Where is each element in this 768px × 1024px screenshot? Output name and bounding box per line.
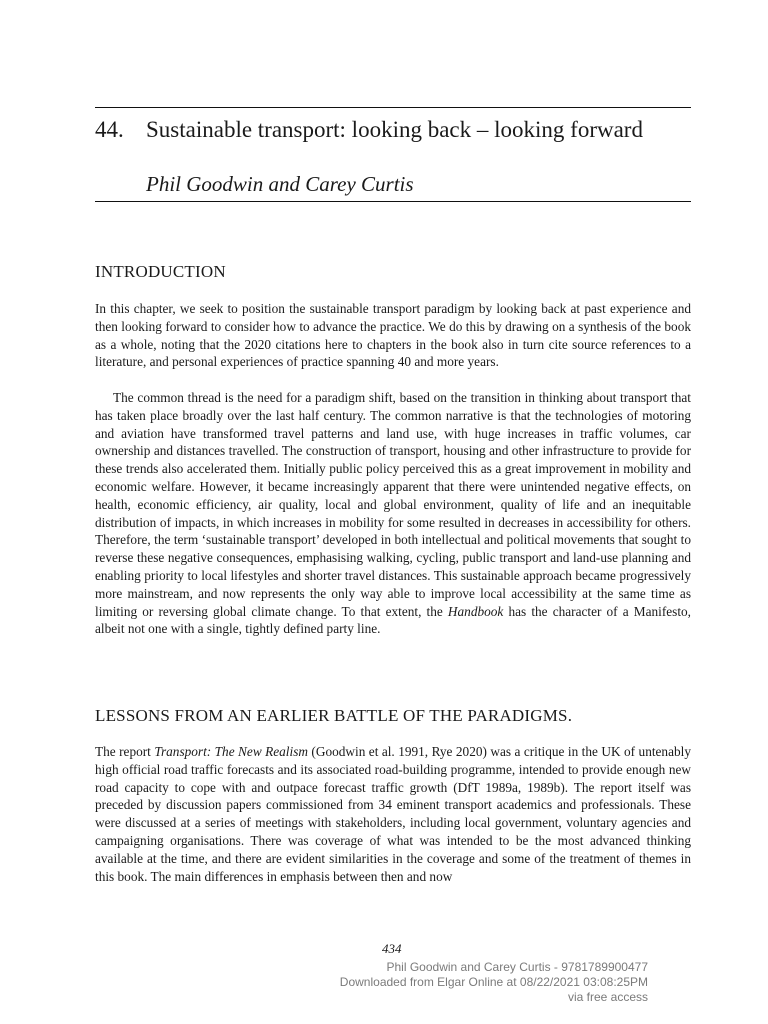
download-notice-access: via free access (567, 990, 648, 1004)
body-paragraph: The report Transport: The New Realism (Goodwin et al. 1991, Rye 2020) was a critique in the UK of untenably high official road traffic forecasts and its associated road-building programme, intended to provide enough new road capacity to cope with and outpace forecast traffic growth (DfT 1989a, 1989b). The report itself was preceded by discussion papers commissioned from 34 eminent transport academics and professionals. These were discussed at a series of meetings with stakeholders, including local government, voluntary agencies and campaigning organisations. There was coverage of what was intended to be the most advanced thinking available at the time, and there are evident similarities in the coverage and some of the treatment of themes in this book. The main differences in emphasis between then and now (95, 744, 691, 884)
chapter-authors: Phil Goodwin and Carey Curtis (146, 172, 414, 196)
section-heading-lessons: LESSONS FROM AN EARLIER BATTLE OF THE PARADIGMS. (95, 706, 573, 725)
emphasis-report-title: Transport: The New Realism (154, 744, 308, 759)
section-heading-introduction: INTRODUCTION (95, 262, 226, 281)
chapter-bottom-rule (95, 201, 691, 202)
emphasis-handbook: Handbook (447, 603, 504, 619)
download-notice-authors: Phil Goodwin and Carey Curtis - 9781789900477 (386, 960, 648, 974)
chapter-title: Sustainable transport: looking back – looking forward (146, 117, 643, 142)
download-notice-date: Downloaded from Elgar Online at 08/22/2021 03:08:25PM (339, 975, 648, 989)
page-number: 434 (382, 941, 402, 956)
body-paragraph: In this chapter, we seek to position the sustainable transport paradigm by looking back at past experience and then looking forward to consider how to advance the practice. We do this by drawing on a synthesis of the book as a whole, noting that the 2020 citations here to chapters in the book also in turn cite source references to a literature, and personal experiences of practice spanning 40 and more years. (95, 301, 691, 370)
chapter-number: 44. (95, 117, 124, 142)
body-paragraph: The common thread is the need for a paradigm shift, based on the transition in thinking about transport that has taken place broadly over the last half century. The common narrative is that the technologies of motoring and aviation have transformed travel patterns and land use, with huge increases in traffic volumes, car ownership and distances travelled. The construction of transport, housing and other infrastructure to provide for these trends also accelerated them. Initially public policy perceived this as a great improvement in mobility and economic welfare. However, it became increasingly apparent that there were unintended negative effects, on health, economic efficiency, air quality, local and global environment, quality of life and an inequitable distribution of impacts, in which increases in mobility for some resulted in decreases in accessibility for others. Therefore, the term ‘sustainable transport’ developed in both intellectual and political movements that sought to reverse these negative consequences, emphasising walking, cycling, public transport and land-use planning and enabling priority to local lifestyles and shorter travel distances. This sustainable approach became progressively more mainstream, and now represents the only way able to improve local accessibility at the same time as limiting or reversing global climate change. To that extent, the Handbook has the character of a Manifesto, albeit not one with a single, tightly defined party line. (95, 390, 692, 637)
chapter-top-rule (95, 107, 691, 108)
